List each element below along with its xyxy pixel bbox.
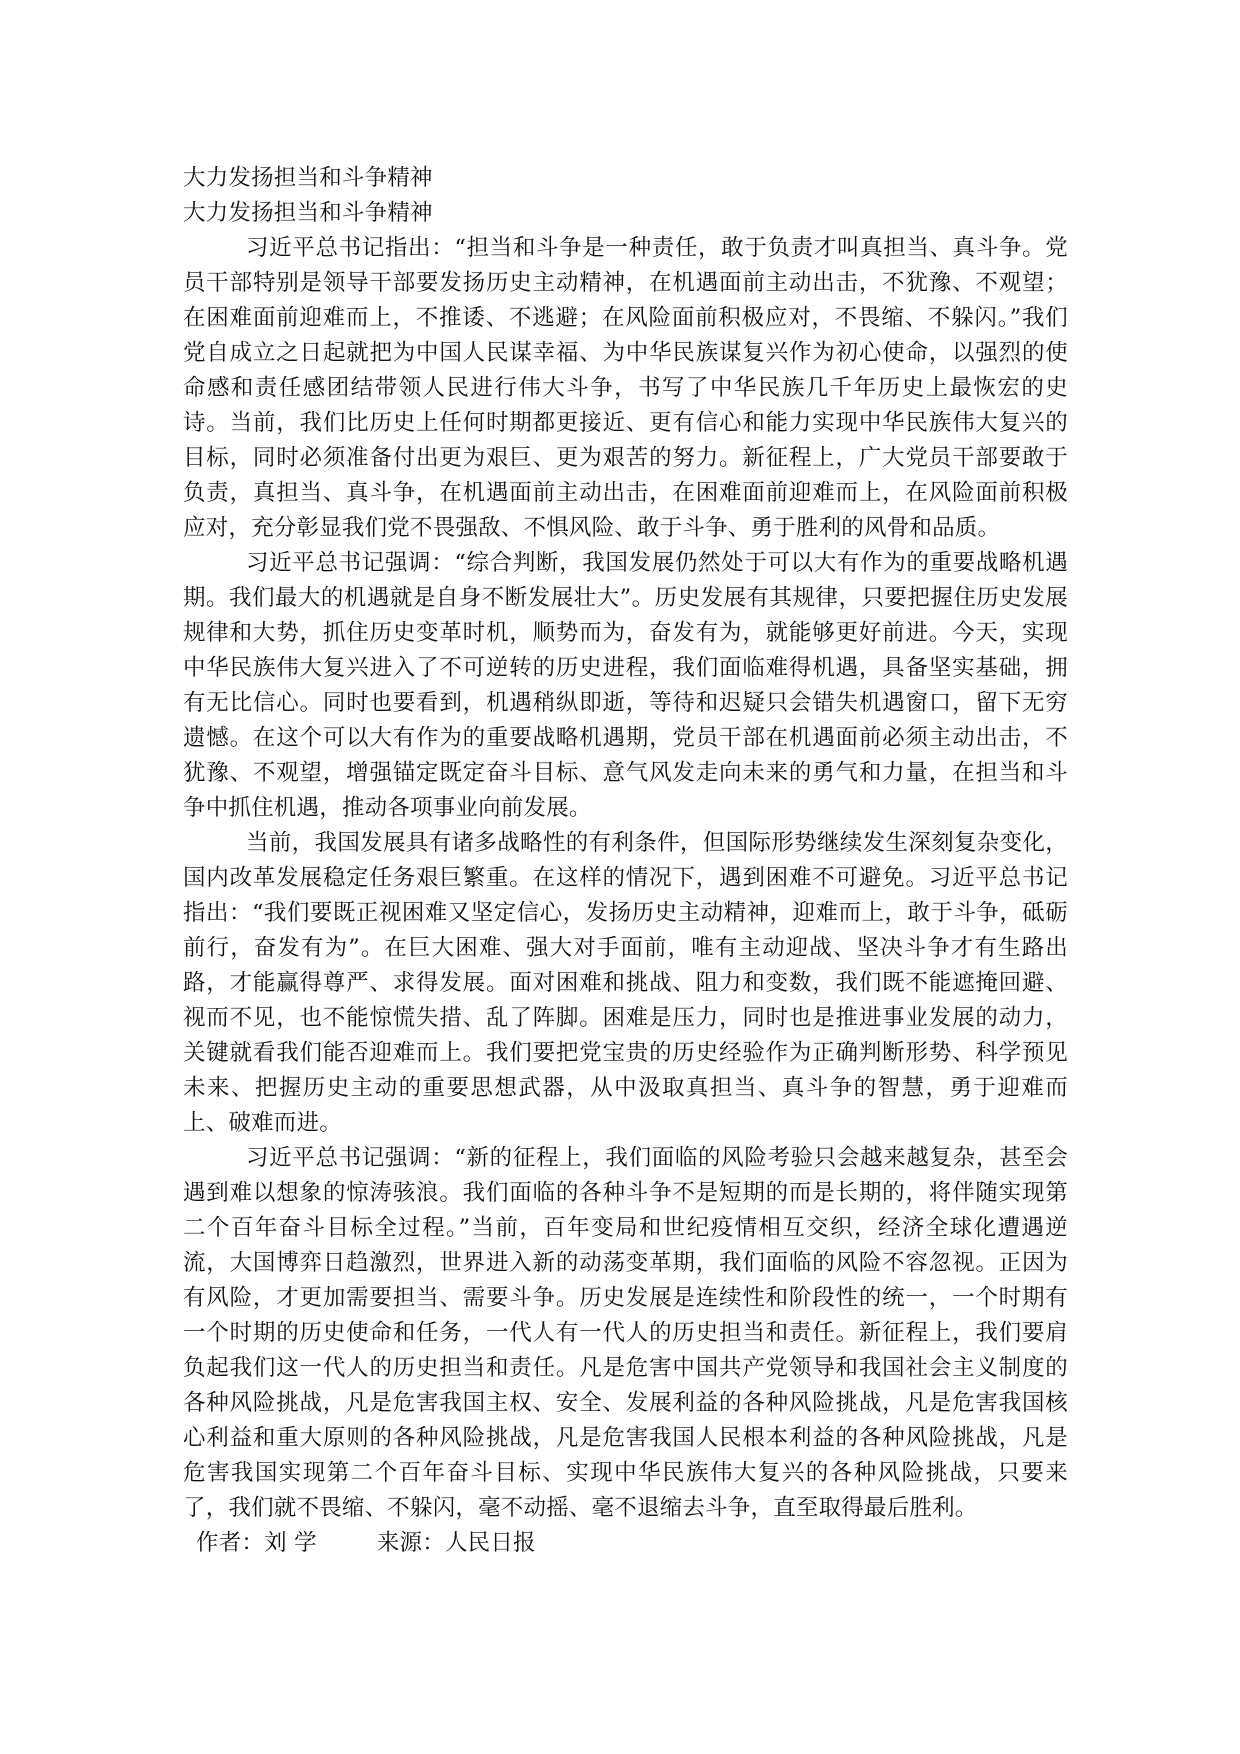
article-subtitle: 大力发扬担当和斗争精神 bbox=[183, 200, 433, 226]
paragraph-1: 习近平总书记指出：“担当和斗争是一种责任，敢于负责才叫真担当、真斗争。党员干部特别是领导干部要发扬历史主动精神，在机遇面前主动出击，不犹豫、不观望；在困难面前迎难而上，不推诿、不逃避；在风险面前积极应对，不畏缩、不躲闪。”我们党自成立之日起就把为中国人民谋幸福、为中华民族谋复兴作为初心使命，以强烈的使命感和责任感团结带领人民进行伟大斗争，书写了中华民族几千年历史上最恢宏的史诗。当前，我们比历史上任何时期都更接近、更有信心和能力实现中华民族伟大复兴的目标，同时必须准备付出更为艰巨、更为艰苦的努力。新征程上，广大党员干部要敢于负责，真担当、真斗争，在机遇面前主动出击，在困难面前迎难而上，在风险面前积极应对，充分彰显我们党不畏强敌、不惧风险、敢于斗争、勇于胜利的风骨和品质。 bbox=[183, 235, 1068, 541]
paragraph-4: 习近平总书记强调：“新的征程上，我们面临的风险考验只会越来越复杂，甚至会遇到难以想象的惊涛骇浪。我们面临的各种斗争不是短期的而是长期的，将伴随实现第二个百年奋斗目标全过程。”当前，百年变局和世纪疫情相互交织，经济全球化遭遇逆流，大国博弈日趋激烈，世界进入新的动荡变革期，我们面临的风险不容忽视。正因为有风险，才更加需要担当、需要斗争。历史发展是连续性和阶段性的统一，一个时期有一个时期的历史使命和任务，一代人有一代人的历史担当和责任。新征程上，我们要肩负起我们这一代人的历史担当和责任。凡是危害中国共产党领导和我国社会主义制度的各种风险挑战，凡是危害我国主权、安全、发展利益的各种风险挑战，凡是危害我国核心利益和重大原则的各种风险挑战，凡是危害我国人民根本利益的各种风险挑战，凡是危害我国实现第二个百年奋斗目标、实现中华民族伟大复兴的各种风险挑战，只要来了，我们就不畏缩、不躲闪，毫不动摇、毫不退缩去斗争，直至取得最后胜利。 bbox=[183, 1145, 1068, 1521]
article-body bbox=[183, 161, 1068, 1561]
source-credit: 来源：人民日报 bbox=[376, 1530, 536, 1556]
byline bbox=[183, 1526, 1068, 1561]
paragraph-2: 习近平总书记强调：“综合判断，我国发展仍然处于可以大有作为的重要战略机遇期。我们最大的机遇就是自身不断发展壮大”。历史发展有其规律，只要把握住历史发展规律和大势，抓住历史变革时机，顺势而为，奋发有为，就能够更好前进。今天，实现中华民族伟大复兴进入了不可逆转的历史进程，我们面临难得机遇，具备坚实基础，拥有无比信心。同时也要看到，机遇稍纵即逝，等待和迟疑只会错失机遇窗口，留下无穷遗憾。在这个可以大有作为的重要战略机遇期，党员干部在机遇面前必须主动出击，不犹豫、不观望，增强锚定既定奋斗目标、意气风发走向未来的勇气和力量，在担当和斗争中抓住机遇，推动各项事业向前发展。 bbox=[183, 550, 1068, 821]
paragraph-3: 当前，我国发展具有诸多战略性的有利条件，但国际形势继续发生深刻复杂变化，国内改革发展稳定任务艰巨繁重。在这样的情况下，遇到困难不可避免。习近平总书记指出：“我们要既正视困难又坚定信心，发扬历史主动精神，迎难而上，敢于斗争，砥砺前行，奋发有为”。在巨大困难、强大对手面前，唯有主动迎战、坚决斗争才有生路出路，才能赢得尊严、求得发展。面对困难和挑战、阻力和变数，我们既不能遮掩回避、视而不见，也不能惊慌失措、乱了阵脚。困难是压力，同时也是推进事业发展的动力，关键就看我们能否迎难而上。我们要把党宝贵的历史经验作为正确判断形势、科学预见未来、把握历史主动的重要思想武器，从中汲取真担当、真斗争的智慧，勇于迎难而上、破难而进。 bbox=[183, 830, 1068, 1136]
article-title: 大力发扬担当和斗争精神 bbox=[183, 165, 433, 191]
author-credit: 作者：刘 学 bbox=[196, 1530, 317, 1556]
